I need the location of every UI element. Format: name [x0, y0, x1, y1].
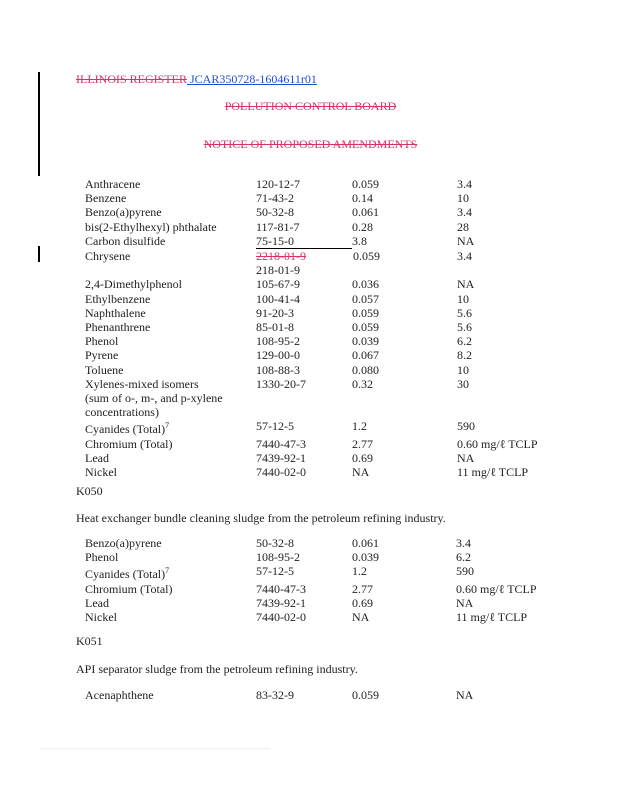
constituent-name: Nickel — [85, 610, 117, 625]
empty-cell — [352, 391, 457, 405]
constituent-name: Xylenes-mixed isomers — [85, 376, 199, 391]
nonwastewater-value: 3.4 — [457, 205, 472, 220]
cas-number: 105-67-9 — [256, 277, 300, 292]
table-row — [85, 610, 576, 624]
constituent-name: Chromium (Total) — [85, 436, 173, 451]
wastewater-value: 0.059 — [352, 320, 379, 335]
nonwastewater-value: 3.4 — [457, 248, 472, 263]
table-row — [85, 564, 576, 581]
waste-description-k050: Heat exchanger bundle cleaning sludge from the petroleum refining industry. — [76, 511, 446, 525]
wastewater-value: 0.28 — [352, 219, 373, 234]
constituent-name: Toluene — [85, 362, 124, 377]
nonwastewater-value: 3.4 — [456, 536, 471, 550]
notice-title-text: NOTICE OF PROPOSED AMENDMENTS — [203, 137, 418, 151]
wastewater-value: NA — [352, 610, 370, 625]
wastewater-value: 0.059 — [352, 177, 379, 191]
constituent-name: Anthracene — [85, 177, 141, 191]
cas-number: 108-95-2 — [256, 334, 300, 349]
cas-deleted-text: 2218-01-9 — [256, 249, 306, 264]
nonwastewater-value: 8.2 — [457, 348, 472, 363]
waste-code-k050: K050 — [76, 484, 103, 498]
cas-number: 7439-92-1 — [256, 450, 306, 465]
empty-cell — [352, 263, 457, 277]
constituent-name: bis(2-Ethylhexyl) phthalate — [85, 219, 217, 234]
constituent-name: Lead — [85, 595, 109, 610]
constituent-name: Lead — [85, 450, 109, 465]
constituent-name: Benzo(a)pyrene — [85, 205, 162, 220]
cas-number: 1330-20-7 — [256, 376, 306, 391]
waste-code-k051: K051 — [76, 634, 103, 648]
nonwastewater-value: NA — [457, 233, 475, 248]
footnote-marker: 7 — [165, 421, 170, 431]
footer-divider — [40, 748, 270, 749]
wastewater-value: 2.77 — [352, 581, 373, 596]
constituent-name: Chrysene — [85, 248, 131, 263]
constituent-name: Benzene — [85, 191, 127, 206]
footnote-marker: 7 — [165, 566, 170, 576]
table-row — [85, 419, 577, 436]
wastewater-value: 0.036 — [352, 277, 379, 292]
nonwastewater-value: NA — [456, 595, 474, 610]
table-row — [85, 320, 577, 334]
nonwastewater-value: 28 — [457, 219, 469, 234]
table-row — [85, 536, 576, 550]
cas-number: 100-41-4 — [256, 291, 300, 306]
register-inserted: JCAR350728-1604611r01 — [187, 72, 317, 86]
wastewater-value: 0.69 — [352, 595, 373, 610]
nonwastewater-value: NA — [457, 277, 475, 292]
wastewater-value: 1.2 — [352, 564, 367, 579]
wastewater-value: 0.057 — [352, 291, 379, 306]
empty-cell — [457, 391, 577, 405]
wastewater-value: 1.2 — [352, 419, 367, 434]
nonwastewater-value: 6.2 — [456, 550, 471, 565]
nonwastewater-value: 10 — [457, 362, 469, 377]
nonwastewater-value: 0.60 mg/ℓ TCLP — [457, 436, 538, 451]
table-row — [85, 177, 577, 191]
table-row — [85, 263, 577, 277]
nonwastewater-value: 11 mg/ℓ TCLP — [456, 610, 528, 625]
constituent-name — [85, 564, 256, 581]
constituents-table-k051 — [85, 688, 576, 702]
board-title-text: POLLUTION CONTROL BOARD — [224, 99, 397, 113]
cas-number: 57-12-5 — [256, 419, 294, 434]
cas-number: 7439-92-1 — [256, 595, 306, 610]
table-row — [85, 348, 577, 362]
constituent-name: 2,4-Dimethylphenol — [85, 277, 182, 292]
waste-description-k051: API separator sludge from the petroleum refining industry. — [76, 662, 358, 676]
nonwastewater-value: 0.60 mg/ℓ TCLP — [456, 581, 537, 596]
cas-number: 50-32-8 — [256, 205, 294, 220]
notice-title — [0, 137, 621, 152]
empty-cell — [457, 263, 577, 277]
cas-number: 7440-47-3 — [256, 436, 306, 451]
table-row — [85, 191, 577, 205]
wastewater-value: 2.77 — [352, 436, 373, 451]
wastewater-value: 0.080 — [352, 362, 379, 377]
constituents-table-k050 — [85, 536, 576, 624]
cas-number: 129-00-0 — [256, 348, 300, 363]
nonwastewater-value: 10 — [457, 291, 469, 306]
wastewater-value: 0.061 — [352, 536, 379, 550]
cas-number: 117-81-7 — [256, 219, 300, 234]
cas-number: 71-43-2 — [256, 191, 294, 206]
cyanides-name: Cyanides (Total) — [85, 567, 166, 582]
empty-cell — [256, 405, 352, 419]
table-row — [85, 292, 577, 306]
empty-cell — [457, 405, 577, 419]
table-row — [85, 363, 577, 377]
nonwastewater-value: NA — [456, 688, 474, 702]
wastewater-value: 0.32 — [352, 376, 373, 391]
wastewater-value: 0.059 — [353, 248, 380, 263]
wastewater-value: 0.061 — [352, 205, 379, 220]
nonwastewater-value: 5.6 — [457, 320, 472, 335]
nonwastewater-value: 11 mg/ℓ TCLP — [457, 465, 529, 480]
wastewater-value: 0.059 — [352, 305, 379, 320]
cas-number-deleted — [256, 249, 352, 264]
cas-number: 83-32-9 — [256, 688, 294, 702]
register-deleted: ILLINOIS REGISTER — [76, 72, 187, 86]
nonwastewater-value: 590 — [457, 419, 475, 434]
table-row — [85, 451, 577, 465]
nonwastewater-value: 6.2 — [457, 334, 472, 349]
wastewater-value: 0.059 — [352, 688, 379, 702]
constituent-name-cont: (sum of o-, m-, and p-xylene — [85, 391, 223, 406]
nonwastewater-value: NA — [457, 450, 475, 465]
table-row — [85, 391, 577, 405]
table-row — [85, 220, 577, 234]
cyanides-name: Cyanides (Total) — [85, 422, 166, 437]
cas-number: 108-88-3 — [256, 362, 300, 377]
constituent-name — [85, 419, 256, 436]
wastewater-value: 0.14 — [352, 191, 373, 206]
nonwastewater-value: 3.4 — [457, 177, 472, 191]
table-row — [85, 234, 577, 249]
constituents-table-k049 — [85, 177, 577, 479]
table-row — [85, 277, 577, 291]
cas-number-inserted: 218-01-9 — [256, 263, 300, 278]
constituent-name: Pyrene — [85, 348, 119, 363]
table-row — [85, 334, 577, 348]
table-row — [85, 688, 576, 702]
constituent-name: Acenaphthene — [85, 688, 154, 702]
cas-number: 7440-02-0 — [256, 465, 306, 480]
table-row — [85, 465, 577, 479]
cas-number: 91-20-3 — [256, 305, 294, 320]
table-row — [85, 582, 576, 596]
constituent-name: Benzo(a)pyrene — [85, 536, 162, 550]
table-row — [85, 377, 577, 391]
wastewater-value: 3.8 — [352, 233, 367, 248]
register-header — [76, 72, 317, 87]
wastewater-value: 0.039 — [352, 334, 379, 349]
table-row — [85, 550, 576, 564]
nonwastewater-value: 10 — [457, 191, 469, 206]
board-title — [0, 99, 621, 114]
nonwastewater-value: 590 — [456, 564, 474, 579]
cas-number: 120-12-7 — [256, 177, 300, 191]
table-row — [85, 596, 576, 610]
wastewater-value: 0.69 — [352, 450, 373, 465]
table-row — [85, 205, 577, 219]
table-row — [85, 306, 577, 320]
constituent-name: Nickel — [85, 465, 117, 480]
table-row — [85, 405, 577, 419]
cas-number: 7440-02-0 — [256, 610, 306, 625]
constituent-name: Phenol — [85, 334, 119, 349]
nonwastewater-value: 5.6 — [457, 305, 472, 320]
cas-number: 57-12-5 — [256, 564, 294, 579]
empty-cell — [256, 391, 352, 405]
constituent-name: Phenol — [85, 550, 119, 565]
table-row — [85, 437, 577, 451]
change-bar-chrysene — [38, 246, 40, 262]
constituent-name: Carbon disulfide — [85, 233, 166, 248]
cas-number: 85-01-8 — [256, 320, 294, 335]
change-bar-top — [38, 72, 40, 176]
empty-cell — [352, 405, 457, 419]
constituent-name: Chromium (Total) — [85, 581, 173, 596]
wastewater-value: 0.039 — [352, 550, 379, 565]
cas-number: 108-95-2 — [256, 550, 300, 565]
cas-number: 7440-47-3 — [256, 581, 306, 596]
wastewater-value: 0.067 — [352, 348, 379, 363]
constituent-name-cont: concentrations) — [85, 405, 159, 420]
constituent-name: Phenanthrene — [85, 320, 151, 335]
empty-cell — [85, 263, 256, 277]
cas-number: 75-15-0 — [256, 233, 294, 248]
table-row — [85, 249, 577, 264]
wastewater-value: NA — [352, 465, 370, 480]
nonwastewater-value: 30 — [457, 376, 469, 391]
cas-number: 50-32-8 — [256, 536, 294, 550]
constituent-name: Naphthalene — [85, 305, 146, 320]
constituent-name: Ethylbenzene — [85, 291, 151, 306]
